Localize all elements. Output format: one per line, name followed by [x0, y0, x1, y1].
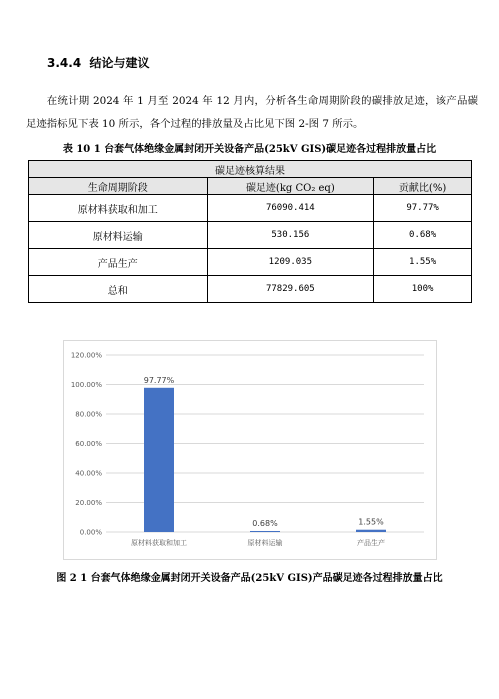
carbon-footprint-table	[28, 160, 472, 303]
cell-footprint: 1209.035	[207, 249, 374, 276]
y-tick-label: 20.00%	[75, 499, 102, 507]
data-label: 1.55%	[358, 517, 384, 527]
body-paragraph: 在统计期 2024 年 1 月至 2024 年 12 月内，分析各生命周期阶段的碳排放足迹，该产品碳足迹指标见下表 10 所示，各个过程的排放量及占比见下图 2-图 7 所示。	[26, 95, 478, 130]
cell-stage: 产品生产	[29, 249, 208, 276]
cell-footprint: 530.156	[207, 222, 374, 249]
category-label: 原材料运输	[247, 539, 283, 547]
cell-stage: 原材料获取和加工	[29, 195, 208, 222]
y-tick-label: 100.00%	[70, 381, 102, 389]
column-header-footprint: 碳足迹(kg CO₂ eq)	[207, 178, 374, 195]
section-heading	[47, 54, 150, 71]
cell-stage: 原材料运输	[29, 222, 208, 249]
data-label: 0.68%	[252, 518, 278, 528]
bar	[356, 530, 386, 532]
y-tick-label: 120.00%	[70, 351, 102, 360]
table-row	[29, 276, 472, 303]
bar	[250, 531, 280, 532]
table-caption: 表 10 1 台套气体绝缘金属封闭开关设备产品(25kV GIS)碳足迹各过程排放量占比	[62, 144, 437, 155]
data-label: 97.77%	[143, 375, 175, 385]
y-tick-label: 0.00%	[79, 528, 102, 537]
column-header-stage: 生命周期阶段	[29, 178, 208, 195]
column-header-share: 贡献比(%)	[374, 178, 472, 195]
bar-chart-svg	[64, 341, 436, 559]
cell-share: 100%	[374, 276, 472, 303]
category-label: 产品生产	[357, 539, 385, 547]
bar	[144, 388, 174, 532]
cell-share: 1.55%	[374, 249, 472, 276]
table-group-header: 碳足迹核算结果	[29, 161, 472, 178]
table-row	[29, 195, 472, 222]
table-row	[29, 249, 472, 276]
section-title: 结论与建议	[89, 56, 150, 70]
y-tick-label: 60.00%	[75, 440, 102, 448]
table-row	[29, 222, 472, 249]
cell-stage: 总和	[29, 276, 208, 303]
cell-share: 97.77%	[374, 195, 472, 222]
figure-caption: 图 2 1 台套气体绝缘金属封闭开关设备产品(25kV GIS)产品碳足迹各过程排放量占比	[56, 573, 443, 584]
y-tick-label: 80.00%	[75, 410, 102, 419]
category-label: 原材料获取和加工	[131, 539, 187, 547]
cell-footprint: 77829.605	[207, 276, 374, 303]
section-number: 3.4.4	[47, 56, 82, 70]
cell-share: 0.68%	[374, 222, 472, 249]
cell-footprint: 76090.414	[207, 195, 374, 222]
y-tick-label: 40.00%	[75, 469, 102, 478]
bar-chart	[63, 340, 437, 560]
